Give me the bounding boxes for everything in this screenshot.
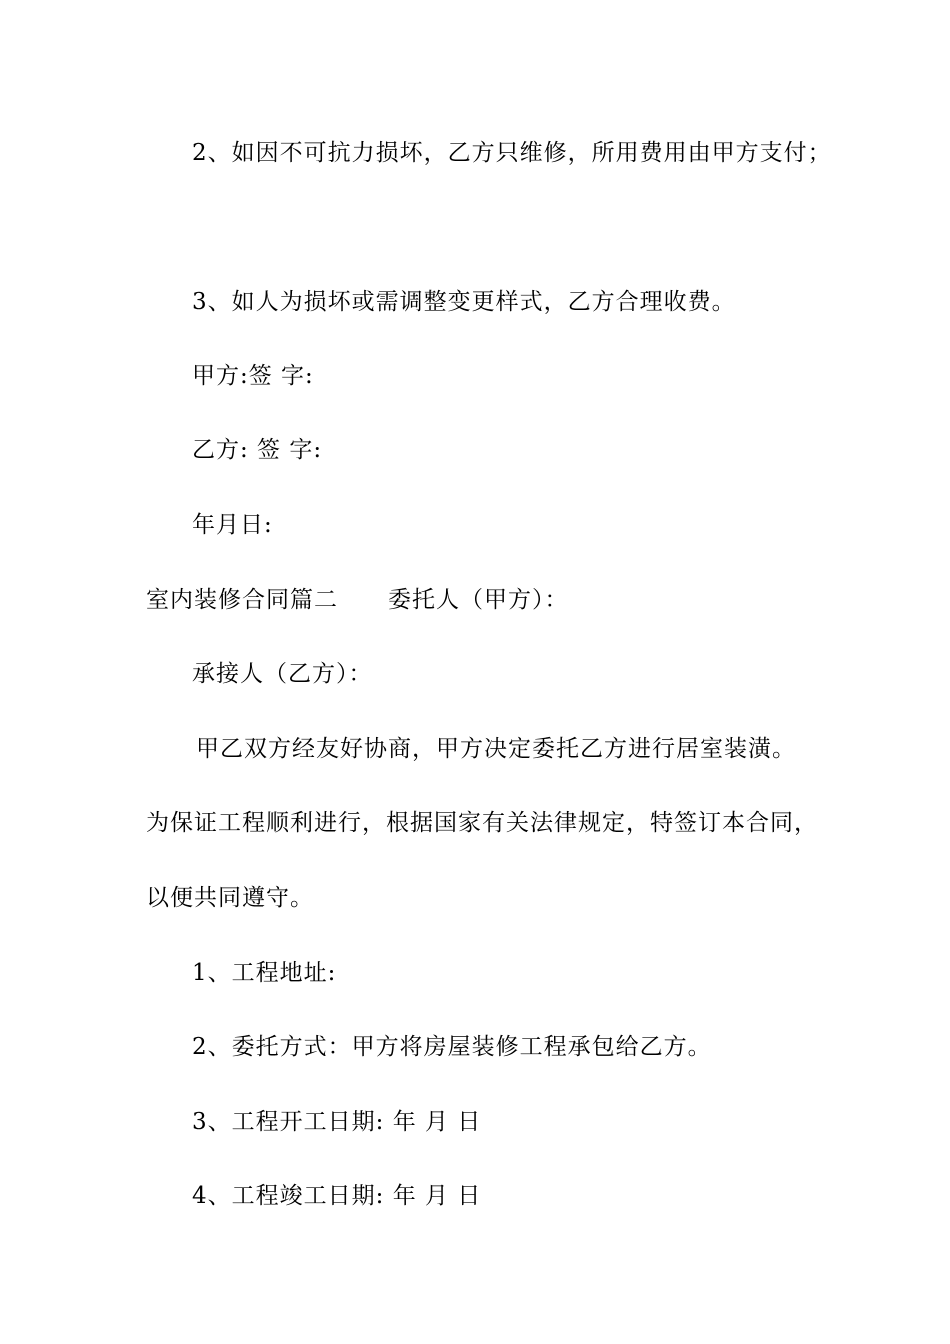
- agreement-paragraph-line-2: 为保证工程顺利进行，根据国家有关法律规定，特签订本合同，: [146, 810, 818, 836]
- date-line: 年月日:: [192, 512, 273, 538]
- agreement-paragraph-line-1: 甲乙双方经友好协商，甲方决定委托乙方进行居室装潢。: [196, 736, 796, 762]
- item-project-address: 1、工程地址:: [192, 960, 337, 986]
- item-completion-date: 4、工程竣工日期: 年 月 日: [192, 1183, 482, 1209]
- agreement-paragraph-line-3: 以便共同遵守。: [146, 885, 314, 911]
- party-b-signature-line: 乙方: 签 字:: [192, 437, 323, 463]
- party-a-signature-line: 甲方:签 字:: [192, 363, 314, 389]
- contractor-party-b-label: 承接人（乙方）：: [192, 661, 373, 687]
- client-party-a-label: 委托人（甲方）：: [388, 587, 569, 613]
- contract-two-heading: [146, 585, 569, 615]
- item-commission-method: 2、委托方式：甲方将房屋装修工程承包给乙方。: [192, 1034, 712, 1060]
- contract-title: 室内装修合同篇二: [146, 587, 338, 613]
- clause-human-damage: 3、如人为损坏或需调整变更样式，乙方合理收费。: [192, 289, 736, 315]
- clause-force-majeure: 2、如因不可抗力损坏，乙方只维修，所用费用由甲方支付；: [192, 140, 832, 166]
- item-start-date: 3、工程开工日期: 年 月 日: [192, 1109, 482, 1135]
